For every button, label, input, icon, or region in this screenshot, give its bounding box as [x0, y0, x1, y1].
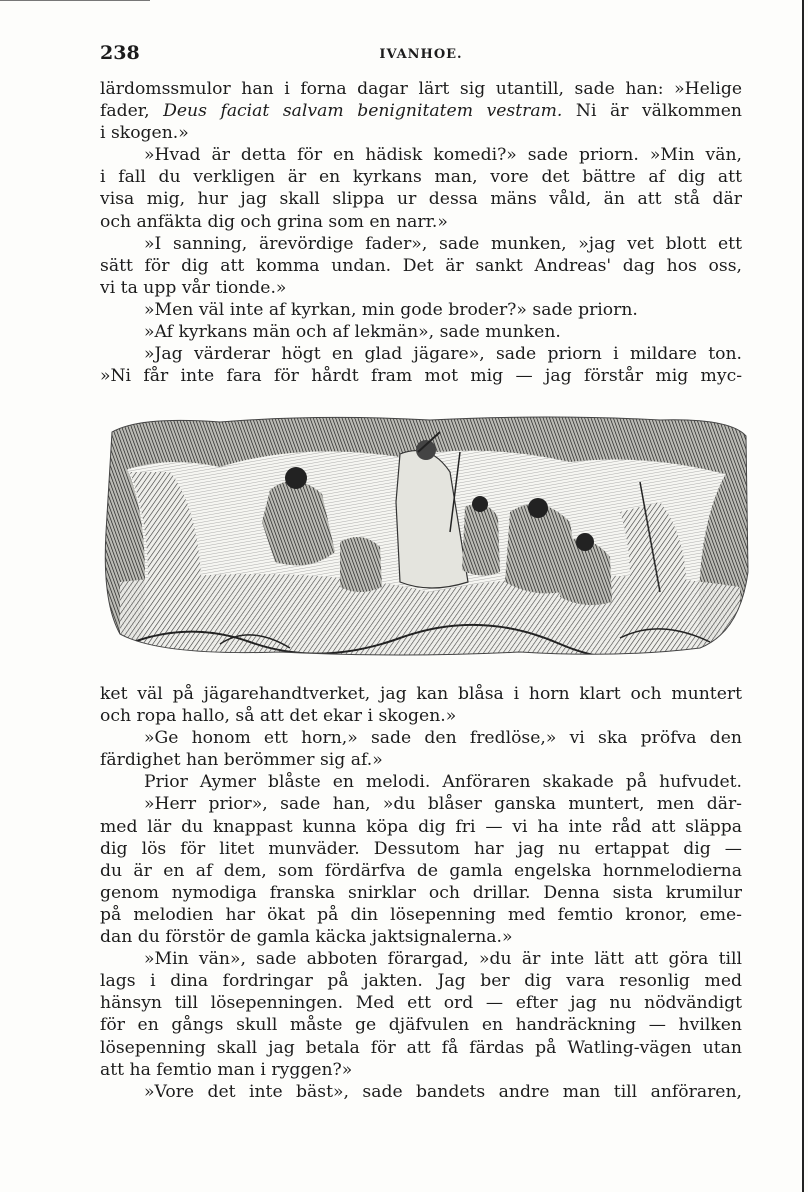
page-header [100, 40, 742, 70]
text-block-bottom [100, 683, 742, 1103]
text-fragment: Ni är välkommen [562, 101, 742, 122]
running-title: IVANHOE. [379, 47, 463, 62]
text-line: dig lös för litet munväder. Dessutom har jag nu ertappat dig — [100, 838, 742, 859]
text-line: »Min vän», sade abboten förargad, »du är inte lätt att göra till [144, 949, 742, 970]
text-line: »I sanning, ärevördige fader», sade munken, »jag vet blott ett [144, 233, 742, 254]
text-line: »Men väl inte af kyrkan, min gode broder?» sade priorn. [144, 299, 638, 320]
text-line: hänsyn till lösepenningen. Med ett ord — efter jag nu nödvändigt [100, 993, 742, 1014]
text-line: »Hvad är detta för en hädisk komedi?» sade priorn. »Min vän, [144, 145, 742, 166]
text-line: sätt för dig att komma undan. Det är sankt Andreas' dag hos oss, [100, 255, 742, 276]
text-line: i fall du verkligen är en kyrkans man, vore det bättre af dig att [100, 167, 742, 188]
text-line: »Ge honom ett horn,» sade den fredlöse,» vi ska pröfva den [144, 728, 742, 749]
text-line: och anfäkta dig och grina som en narr.» [100, 211, 448, 232]
text-line: »Af kyrkans män och af lekmän», sade munken. [144, 322, 561, 343]
text-line: visa mig, hur jag skall slippa ur dessa mäns våld, än att stå där [100, 189, 742, 210]
text-line: ket väl på jägarehandtverket, jag kan blåsa i horn klart och muntert [100, 684, 742, 704]
text-line: »Ni får inte fara för hårdt fram mot mig — jag förstår mig myc- [100, 366, 742, 387]
text-line: och ropa hallo, så att det ekar i skogen.» [100, 706, 457, 727]
text-line: Prior Aymer blåste en melodi. Anföraren skakade på hufvudet. [144, 772, 742, 793]
text-line: »Jag värderar högt en glad jägare», sade priorn i mildare ton. [144, 344, 742, 365]
text-line: lärdomssmulor han i forna dagar lärt sig utantill, sade han: »Helige [100, 79, 742, 99]
text-line: att ha femtio man i ryggen?» [100, 1059, 353, 1080]
page-edge-top [0, 0, 150, 1]
text-line: i skogen.» [100, 123, 189, 144]
page-number: 238 [100, 42, 140, 64]
text-line: lags i dina fordringar på jakten. Jag ber dig vara resonlig med [100, 971, 742, 992]
text-line: färdighet han berömmer sig af.» [100, 750, 383, 771]
text-line: vi ta upp vår tionde.» [100, 277, 287, 298]
text-line: dan du förstör de gamla käcka jaktsignalerna.» [100, 927, 513, 948]
text-line: för en gångs skull måste ge djäfvulen en handräckning — hvilken [100, 1015, 742, 1036]
latin-phrase: Deus faciat salvam benignitatem vestram. [163, 101, 563, 122]
text-fragment: fader, [100, 101, 164, 122]
text-line: »Vore det inte bäst», sade bandets andre man till anföraren, [144, 1081, 742, 1102]
text-line: genom nymodiga franska snirklar och drillar. Denna sista krumilur [100, 882, 742, 903]
text-line: »Herr prior», sade han, »du blåser ganska muntert, men där- [144, 794, 742, 815]
text-block-top [100, 78, 742, 387]
illustration [100, 412, 752, 658]
text-line: med lär du knappast kunna köpa dig fri — vi ha inte råd att släppa [100, 816, 742, 837]
page-edge-right [802, 0, 804, 1192]
text-line: lösepenning skall jag betala för att få färdas på Watling-vägen utan [100, 1037, 742, 1058]
text-line: du är en af dem, som fördärfva de gamla engelska hornmelodierna [100, 860, 742, 881]
text-line [100, 100, 742, 122]
forest-outlaws-engraving-icon [100, 412, 752, 658]
text-line: på melodien har ökat på din lösepenning med femtio kronor, eme- [100, 904, 742, 925]
